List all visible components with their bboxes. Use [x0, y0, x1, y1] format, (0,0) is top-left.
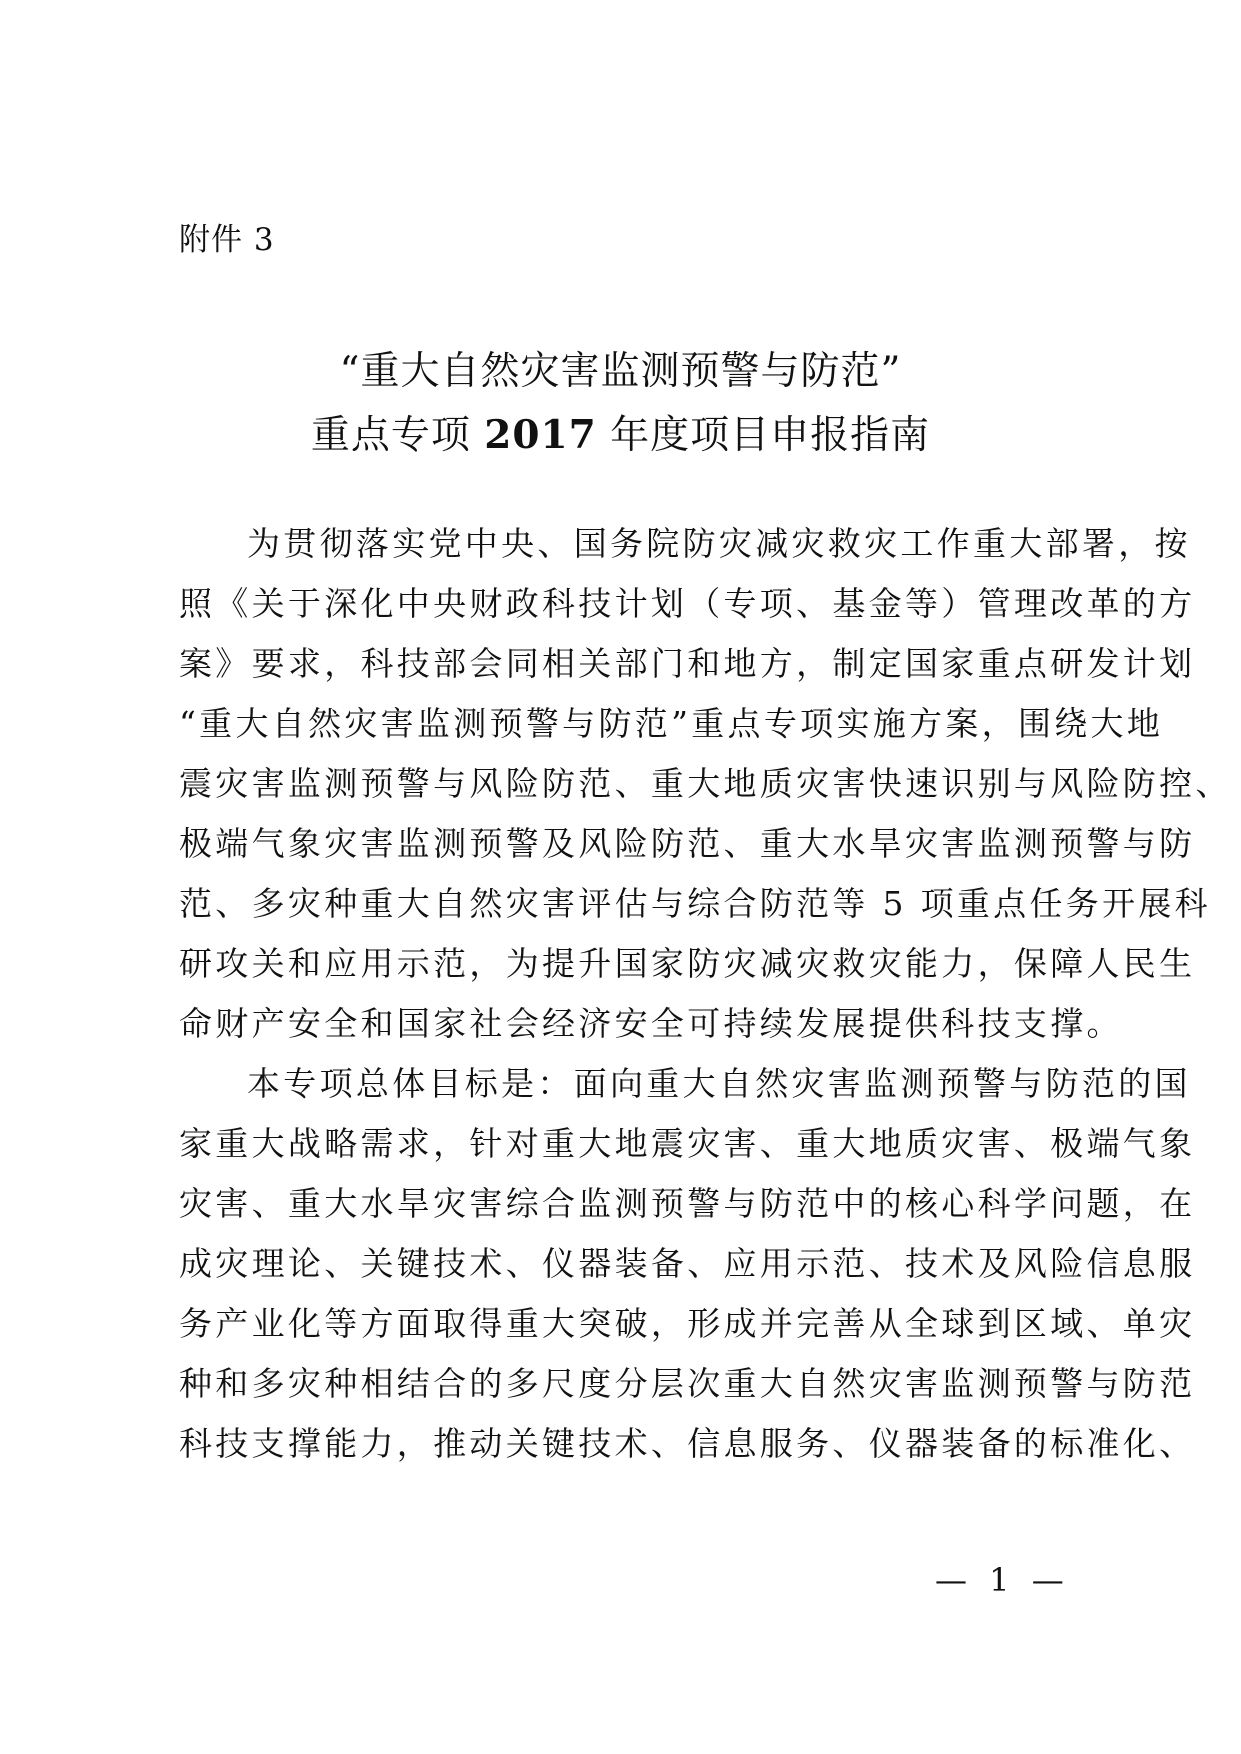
- title-prefix: 重点专项: [310, 413, 485, 458]
- paragraph-1-line: “重大自然灾害监测预警与防范”重点专项实施方案，围绕大地: [179, 704, 1164, 743]
- paragraph-1-line: 为贯彻落实党中央、国务院防灾减灾救灾工作重大部署，按: [247, 524, 1191, 563]
- paragraph-2-line: 本专项总体目标是：面向重大自然灾害监测预警与防范的国: [247, 1064, 1191, 1103]
- body-text: [179, 514, 1232, 1474]
- paragraph-2-line: 成灾理论、关键技术、仪器装备、应用示范、技术及风险信息服: [179, 1244, 1196, 1283]
- paragraph-2-line: 科技支撑能力，推动关键技术、信息服务、仪器装备的标准化、: [179, 1424, 1196, 1463]
- document-title-line-1: “重大自然灾害监测预警与防范”: [339, 349, 902, 394]
- paragraph-2-line: 务产业化等方面取得重大突破，形成并完善从全球到区域、单灾: [179, 1304, 1196, 1343]
- title-year: 2017: [484, 412, 597, 458]
- paragraph-2-line: 灾害、重大水旱灾害综合监测预警与防范中的核心科学问题，在: [179, 1184, 1196, 1223]
- paragraph-1-line: 照《关于深化中央财政科技计划（专项、基金等）管理改革的方: [179, 584, 1196, 623]
- title-suffix: 年度项目申报指南: [596, 413, 931, 458]
- paragraph-1-line: 案》要求，科技部会同相关部门和地方，制定国家重点研发计划: [179, 644, 1196, 683]
- page-number: — 1 —: [935, 1561, 1070, 1599]
- paragraph-1-line: 研攻关和应用示范，为提升国家防灾减灾救灾能力，保障人民生: [179, 944, 1196, 983]
- document-title-line-2: [0, 410, 1241, 461]
- paragraph-2-line: 家重大战略需求，针对重大地震灾害、重大地质灾害、极端气象: [179, 1124, 1196, 1163]
- paragraph-1-line: 范、多灾种重大自然灾害评估与综合防范等 5 项重点任务开展科: [179, 884, 1211, 923]
- paragraph-1-line: 震灾害监测预警与风险防范、重大地质灾害快速识别与风险防控、: [179, 764, 1232, 803]
- paragraph-1-line: 极端气象灾害监测预警及风险防范、重大水旱灾害监测预警与防: [179, 824, 1196, 863]
- paragraph-2-line: 种和多灾种相结合的多尺度分层次重大自然灾害监测预警与防范: [179, 1364, 1196, 1403]
- attachment-label: 附件 3: [179, 222, 275, 258]
- paragraph-1-line: 命财产安全和国家社会经济安全可持续发展提供科技支撑。: [179, 1004, 1123, 1043]
